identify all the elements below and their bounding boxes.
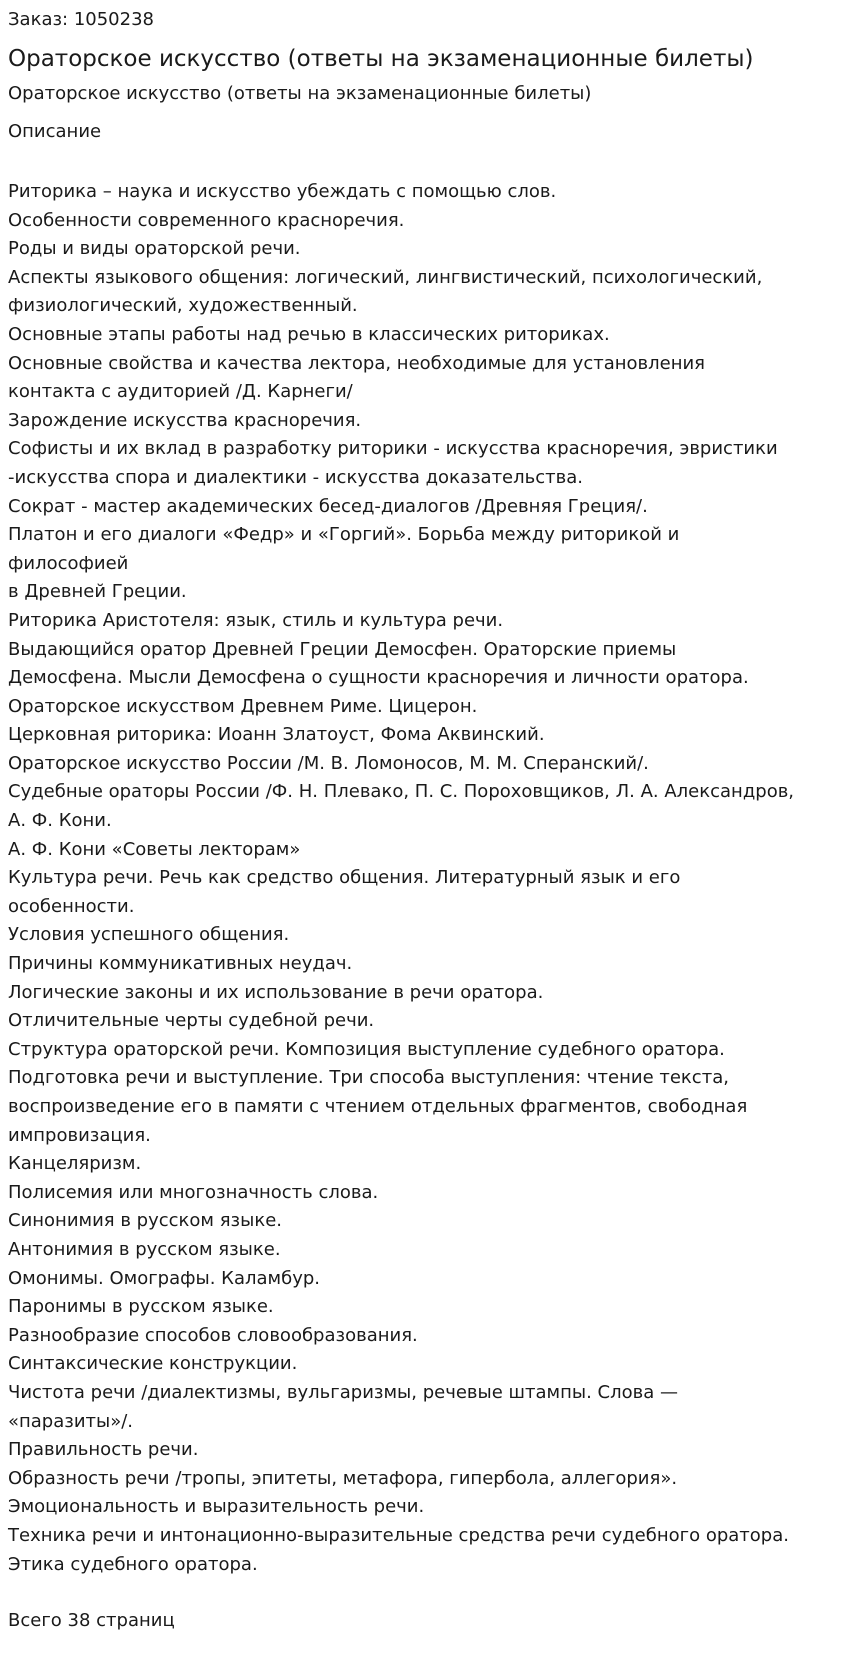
list-item: Этика судебного оратора. (8, 1553, 258, 1575)
list-item: Платон и его диалоги «Федр» и «Горгий». Борьба между риторикой и философией в Древней Греции. (8, 524, 680, 603)
list-item: Ораторское искусство России /М. В. Ломоносов, М. М. Сперанский/. (8, 752, 649, 774)
list-item: Образность речи /тропы, эпитеты, метафора, гипербола, аллегория». (8, 1467, 678, 1489)
list-item: Чистота речи /диалектизмы, вульгаризмы, речевые штампы. Слова — «паразиты»/. (8, 1381, 678, 1432)
list-item: Причины коммуникативных неудач. (8, 953, 353, 975)
list-item: Антонимия в русском языке. (8, 1238, 281, 1260)
list-item: Культура речи. Речь как средство общения. Литературный язык и его особенности. (8, 867, 681, 917)
list-item: Основные свойства и качества лектора, необходимые для установления контакта с аудиторией /Д. Карнеги/ (8, 352, 705, 403)
list-item: Риторика – наука и искусство убеждать с помощью слов. (8, 181, 557, 202)
list-item: Логические законы и их использование в речи оратора. (8, 981, 544, 1003)
list-item: Софисты и их вклад в разработку риторики - искусства красноречия, эвристики -искусства спора и диалектики - искусства доказательства. (8, 438, 778, 488)
list-item: Условия успешного общения. (8, 924, 290, 946)
list-item: Эмоциональность и выразительность речи. (8, 1496, 425, 1518)
page-title: Ораторское искусство (ответы на экзаменационные билеты) (8, 46, 754, 72)
list-item: Сократ - мастер академических бесед-диалогов /Древняя Греция/. (8, 495, 648, 517)
list-item: Паронимы в русском языке. (8, 1296, 274, 1318)
list-item: Особенности современного красноречия. (8, 209, 405, 231)
list-item: А. Ф. Кони «Советы лекторам» (8, 838, 301, 860)
total-pages: Всего 38 страниц (8, 1610, 175, 1632)
list-item: Техника речи и интонационно-выразительные средства речи судебного оратора. (8, 1524, 789, 1546)
list-item: Роды и виды ораторской речи. (8, 238, 301, 260)
order-number: Заказ: 1050238 (8, 9, 154, 30)
list-item: Выдающийся оратор Древней Греции Демосфен. Ораторские приемы Демосфена. Мысли Демосфена о сущности красноречия и личности оратора. (8, 638, 749, 689)
description-heading: Описание (8, 121, 102, 142)
list-item: Синонимия в русском языке. (8, 1210, 283, 1232)
list-item: Судебные ораторы России /Ф. Н. Плевако, П. С. Пороховщиков, Л. А. Александров, А. Ф. Кони. (8, 781, 795, 832)
list-item: Основные этапы работы над речью в классических риториках. (8, 323, 610, 345)
list-item: Подготовка речи и выступление. Три способа выступления: чтение текста, воспроизведение его в памяти с чтением отдельных фрагментов, свободная импровизация. (8, 1067, 748, 1146)
list-item: Канцеляризм. (8, 1153, 142, 1175)
list-item: Аспекты языкового общения: логический, лингвистический, психологический, физиологический, художественный. (8, 266, 763, 317)
topic-list (8, 178, 843, 1579)
list-item: Правильность речи. (8, 1439, 199, 1461)
list-item: Омонимы. Омографы. Каламбур. (8, 1267, 321, 1289)
list-item: Структура ораторской речи. Композиция выступление судебного оратора. (8, 1038, 725, 1060)
list-item: Риторика Аристотеля: язык, стиль и культура речи. (8, 609, 504, 631)
list-item: Синтаксические конструкции. (8, 1353, 298, 1375)
list-item: Отличительные черты судебной речи. (8, 1010, 375, 1032)
list-item: Церковная риторика: Иоанн Златоуст, Фома Аквинский. (8, 724, 545, 746)
list-item: Ораторское искусством Древнем Риме. Цицерон. (8, 695, 478, 717)
page-subtitle: Ораторское искусство (ответы на экзаменационные билеты) (8, 83, 592, 104)
list-item: Разнообразие способов словообразования. (8, 1324, 418, 1346)
list-item: Зарождение искусства красноречия. (8, 409, 362, 431)
list-item: Полисемия или многозначность слова. (8, 1181, 379, 1203)
